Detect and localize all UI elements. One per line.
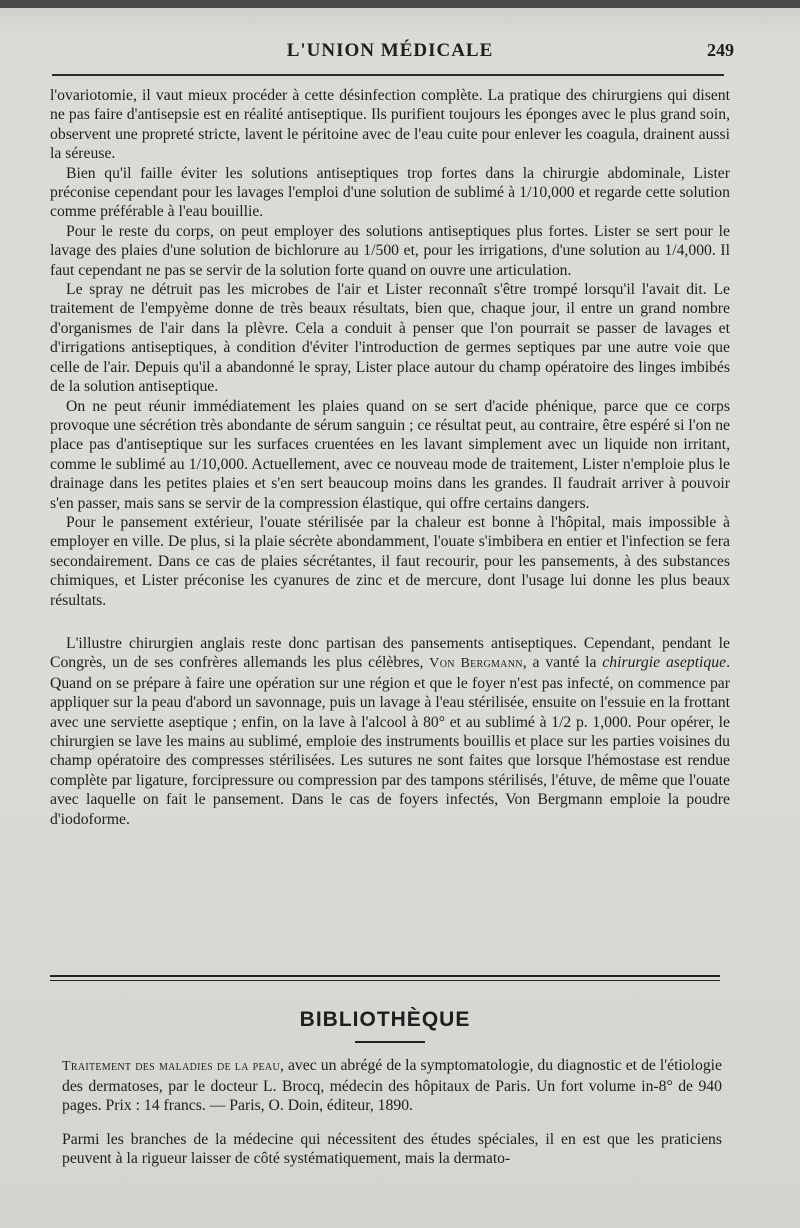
paragraph: Pour le reste du corps, on peut employer des solutions antiseptiques plus fortes. Lister se sert pour le lavage des plaies d'une solution de bichlorure au 1/500 et, pour les irrigations, d'une solution au 1/4,000. Il faut cependant ne pas se servir de la solution forte quand on ouvre une articulation. — [50, 222, 730, 279]
book-details: , avec un abrégé de la symptomatologie, du diagnostic et de l'étiologie des dermatoses, par le docteur L. Brocq, médecin des hôpitaux de Paris. Un fort volume in-8° de 940 pages. Prix : 14 francs. — Paris, O. Doin, éditeur, 1890. — [62, 1057, 722, 1114]
article-body — [50, 86, 730, 829]
page-header — [40, 40, 740, 68]
scan-edge — [0, 0, 800, 8]
author-name: Von Bergmann — [429, 656, 523, 672]
section-title-rule — [355, 1041, 425, 1043]
emphasis: chirurgie aseptique — [602, 654, 727, 672]
running-title: L'UNION MÉDICALE — [286, 40, 494, 61]
section-divider — [50, 975, 720, 981]
header-rule — [52, 74, 724, 76]
page-number: 249 — [707, 40, 734, 60]
paragraph — [50, 634, 730, 829]
paragraph: Bien qu'il faille éviter les solutions antiseptiques trop fortes dans la chirurgie abdominale, Lister préconise cependant pour les lavages l'emploi d'une solution de sublimé à 1/10,000 et regarde cette solution comme préférable à l'eau bouillie. — [50, 164, 730, 221]
paragraph-text: L'illustre chirurgien anglais reste donc partisan des pansements antiseptiques. Cependant, pendant le Congrès, un de ses confrères allemands les plus célèbres, — [50, 634, 730, 672]
review-text: Parmi les branches de la médecine qui nécessitent des études spéciales, il en est que les praticiens peuvent à la rigueur laisser de côté systématiquement, mais la dermato- — [62, 1130, 722, 1167]
paragraph: Le spray ne détruit pas les microbes de l'air et Lister reconnaît s'être trompé lorsqu'il l'avait dit. Le traitement de l'empyème donne de très beaux résultats, bien que, chaque jour, il entre un grand nombre d'organismes de l'air dans la plèvre. Cela a conduit à penser que l'on pourrait se passer de lavages et d'irrigations antiseptiques, à condition d'éviter l'introduction de germes septiques par une autre voie que celle de l'air. Depuis qu'il a abandonné le spray, Lister place autour du champ opératoire des linges imbibés de la solution antiseptique. — [50, 281, 730, 396]
paragraph-gap — [50, 610, 730, 634]
paragraph: l'ovariotomie, il vaut mieux procéder à cette désinfection complète. La pratique des chirurgiens qui disent ne pas faire d'antisepsie est en réalité antiseptique. Ils purifient toujours les éponges avec le plus grand soin, observent une propreté stricte, lavent le péritoine avec de l'eau cuite pour enlever les coagula, drainent aussi la séreuse. — [50, 87, 730, 163]
bibliography-entry — [62, 1056, 722, 1116]
paragraph: Pour le pansement extérieur, l'ouate stérilisée par la chaleur est bonne à l'hôpital, mais impossible à employer en ville. De plus, si la plaie sécrète abondamment, l'ouate s'imbibera en entier et l'infection se fera secondairement. Dans ce cas de plaies sécrétantes, il faut recourir, pour les pansements, à des substances chimiques, et Lister préconise les cyanures de zinc et de mercure, dont l'usage lui donne les plus beaux résultats. — [50, 513, 730, 609]
paragraph-text: , a vanté la — [522, 654, 603, 672]
divider-line — [50, 975, 720, 977]
paragraph: On ne peut réunir immédiatement les plaies quand on se sert d'acide phénique, parce que ce corps provoque une sécrétion très abondante de sérum sanguin ; ce résultat peut, au contraire, être espéré si l'on ne place pas d'antiseptique sur les surfaces cruentées en les lavant simplement avec un liquide non irritant, comme le sublimé au 1/10,000. Actuellement, avec ce nouveau mode de traitement, Lister n'emploie plus le drainage dans les petites plaies et s'en sert beaucoup moins dans les grandes. Il faudrait arriver à pouvoir s'en passer, mais sans se servir de la compression élastique, qui offre certains dangers. — [50, 397, 730, 512]
divider-line — [50, 980, 720, 981]
book-title: Traitement des maladies de la peau — [62, 1059, 280, 1074]
bibliography — [62, 1056, 722, 1169]
paragraph-text: . Quand on se prépare à faire une opération sur une région et que le foyer n'est pas infecté, on commence par appliquer sur la peau d'abord un savonnage, puis un lavage à l'eau stérilisée, ensuite on l'essuie en la frottant avec une serviette aseptique ; enfin, on la lave à l'alcool à 80° et au sublimé à 1/2 p. 1,000. Pour opérer, le chirurgien se lave les mains au sublimé, emploie des instruments bouillis et place sur les parties voisines du champ opératoire des compresses stérilisées. Les sutures ne sont faites que lorsque l'hémostase est rendue complète par ligature, forcipressure ou compression par des tampons stérilisés, l'étuve, de même que l'ouate avec laquelle on fait le pansement. Dans le cas de foyers infectés, Von Bergmann emploie la poudre d'iodoforme. — [50, 654, 730, 828]
section-title: BIBLIOTHÈQUE — [299, 1008, 471, 1031]
